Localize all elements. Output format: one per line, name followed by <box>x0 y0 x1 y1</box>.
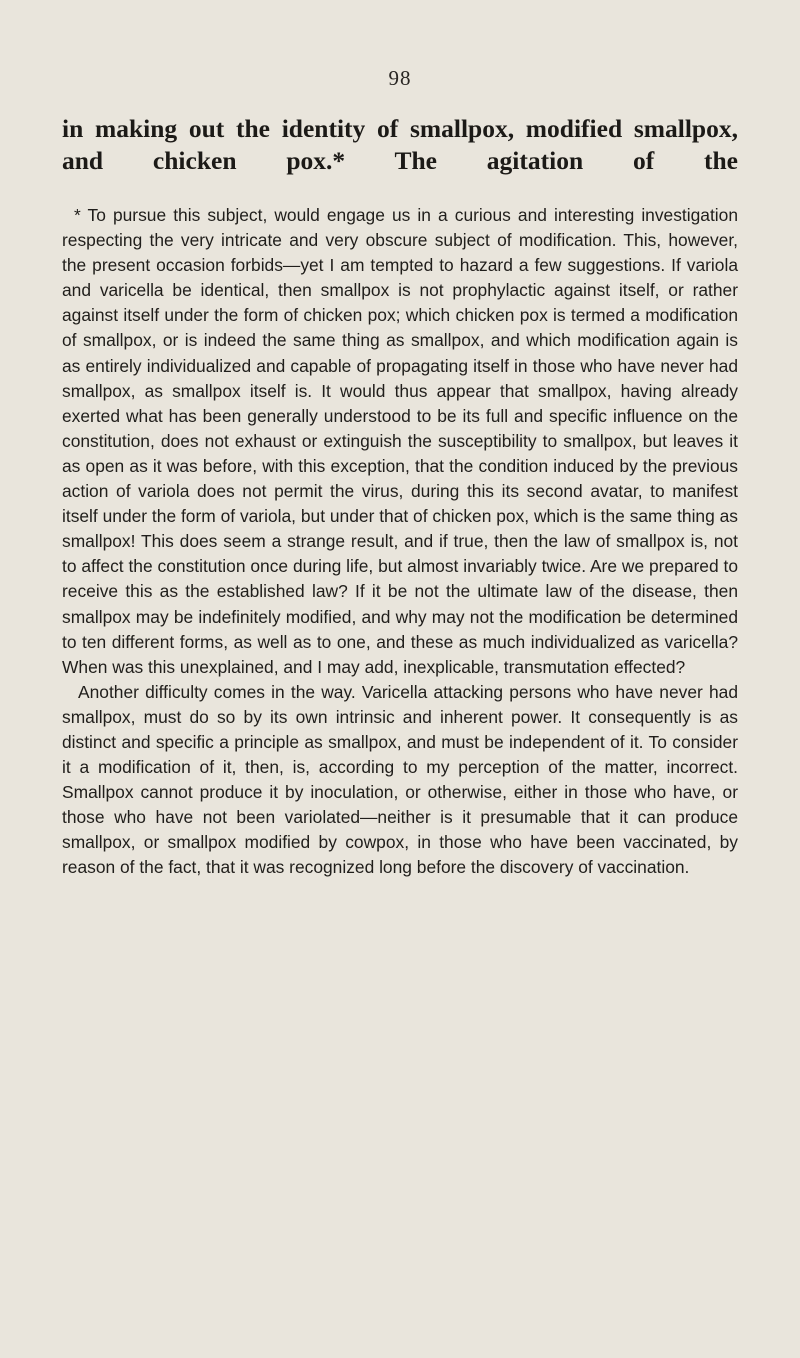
main-body-text: in making out the identity of smallpox, modified smallpox, and chicken pox.* The agitation of the <box>62 114 738 175</box>
footnote-paragraph-2: Another difficulty comes in the way. Varicella attacking persons who have never had smallpox, must do so by its own intrinsic and inherent power. It consequently is as distinct and specific a principle as smallpox, and must be independent of it. To consider it a modification of it, then, is, according to my perception of the matter, incorrect. Smallpox cannot produce it by inoculation, or otherwise, either in those who have, or those who have not been variolated—neither is it presumable that it can produce smallpox, or smallpox modified by cowpox, in those who have been vaccinated, by reason of the fact, that it was recognized long before the discovery of vaccination. <box>62 681 738 878</box>
footnote-paragraph-1: * To pursue this subject, would engage us in a curious and interesting investigation respecting the very intricate and very obscure subject of modification. This, however, the present occasion forbids—yet I am tempted to hazard a few suggestions. If variola and varicella be identical, then smallpox is not prophylactic against itself, or rather against itself under the form of chicken pox; which chicken pox is termed a modification of smallpox, or is indeed the same thing as smallpox, and which modification again is as entirely individualized and capable of propagating itself in those who have never had smallpox, as smallpox itself is. It would thus appear that smallpox, having already exerted what has been generally understood to be its full and specific influence on the constitution, does not exhaust or extinguish the susceptibility to smallpox, but leaves it as open as it was before, with this exception, that the condition induced by the previous action of variola does not permit the virus, during this its second avatar, to manifest itself under the form of variola, but under that of chicken pox, which is the same thing as smallpox! This does seem a strange result, and if true, then the law of smallpox is, not to affect the constitution once during life, but almost invariably twice. Are we prepared to receive this as the established law? If it be not the ultimate law of the disease, then smallpox may be indefinitely modified, and why may not the modification be determined to ten different forms, as well as to one, and these as much individualized as varicella? When was this unexplained, and I may add, inexplicable, transmutation effected? <box>62 205 738 677</box>
page-number: 98 <box>388 66 412 90</box>
footnote <box>62 203 738 881</box>
